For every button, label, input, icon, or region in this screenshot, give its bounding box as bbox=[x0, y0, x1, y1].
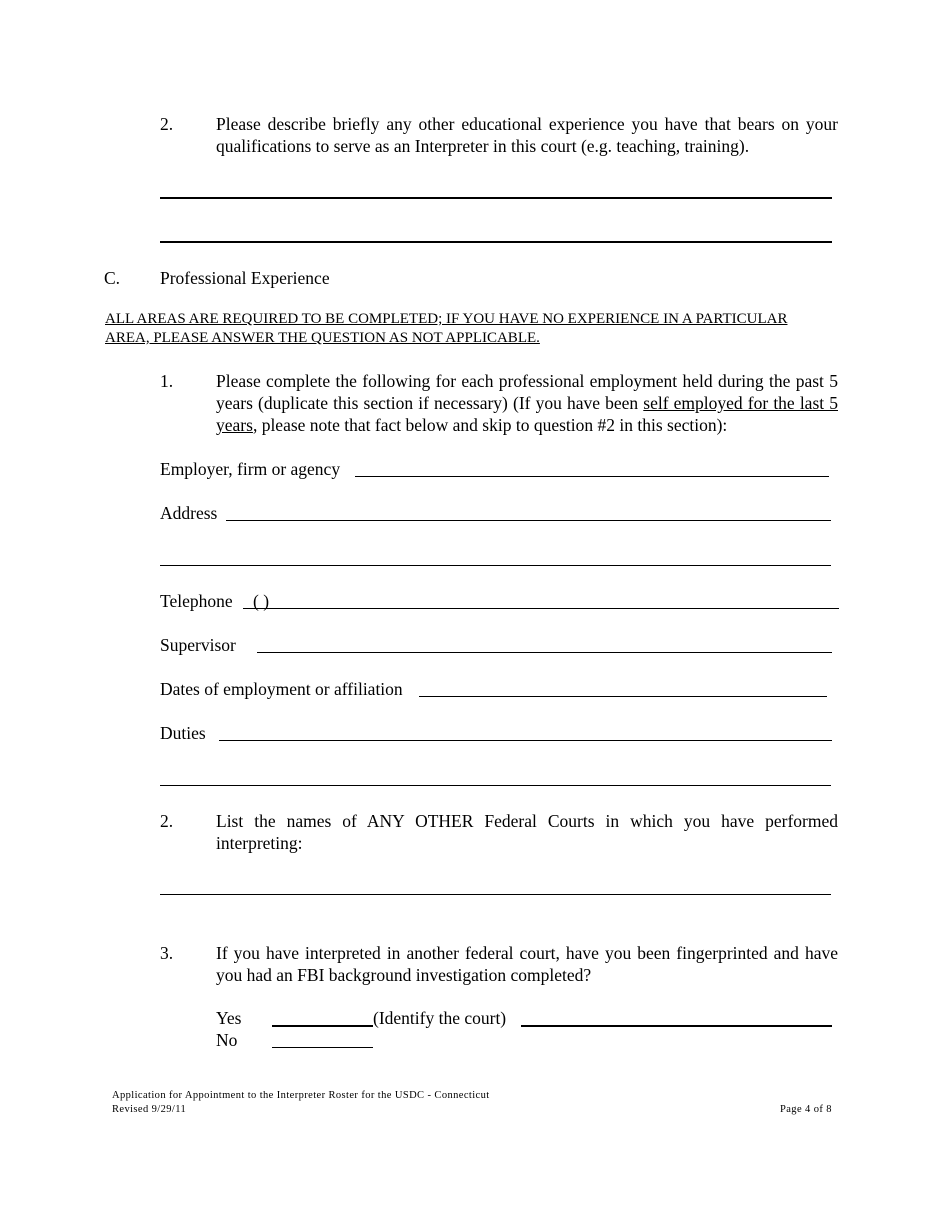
address-field[interactable] bbox=[226, 520, 831, 521]
telephone-area-code[interactable]: ( ) bbox=[253, 591, 270, 611]
employer-label: Employer, firm or agency bbox=[160, 459, 341, 479]
footer-page-number: Page 4 of 8 bbox=[780, 1104, 832, 1115]
required-notice-line-2: AREA, PLEASE ANSWER THE QUESTION AS NOT APPLICABLE. bbox=[105, 330, 540, 346]
telephone-label: Telephone bbox=[160, 591, 233, 611]
address-label: Address bbox=[160, 503, 218, 523]
q3-text: If you have interpreted in another federal court, have you been fingerprinted and have you had an FBI background investigation completed? bbox=[216, 943, 838, 985]
identify-court-field[interactable] bbox=[521, 1025, 832, 1027]
section-title: Professional Experience bbox=[160, 268, 330, 288]
supervisor-field[interactable] bbox=[257, 652, 832, 653]
supervisor-label: Supervisor bbox=[160, 635, 236, 655]
dates-field[interactable] bbox=[419, 696, 827, 697]
footer-revised: Revised 9/29/11 bbox=[112, 1104, 187, 1115]
no-label: No bbox=[216, 1030, 238, 1050]
footer-form-title: Application for Appointment to the Interpreter Roster for the USDC - Connecticut bbox=[112, 1090, 490, 1101]
q-edu2-text: Please describe briefly any other educational experience you have that bears on your qualifications to serve as an Interpreter in this court (e.g. teaching, training). bbox=[216, 114, 838, 156]
address-field-line-2[interactable] bbox=[160, 565, 831, 566]
edu-answer-line-1[interactable] bbox=[160, 197, 832, 199]
telephone-field[interactable] bbox=[243, 608, 839, 609]
duties-field-line-2[interactable] bbox=[160, 785, 831, 786]
employer-field[interactable] bbox=[355, 476, 829, 477]
q1-text-part1: Please complete the following for each professional employment held during the past 5 years (duplicate this section if necessary) (If you have been bbox=[216, 371, 838, 413]
identify-court-label: (Identify the court) bbox=[373, 1008, 507, 1028]
q1-text bbox=[216, 370, 838, 436]
q3-number: 3. bbox=[160, 943, 174, 963]
q-edu2-number: 2. bbox=[160, 114, 174, 134]
dates-label: Dates of employment or affiliation bbox=[160, 679, 403, 699]
section-letter: C. bbox=[104, 268, 121, 288]
q1-text-part2: , please note that fact below and skip to question #2 in this section): bbox=[252, 415, 728, 435]
q2-answer-line[interactable] bbox=[160, 894, 831, 895]
q1-number: 1. bbox=[160, 371, 174, 391]
q2-number: 2. bbox=[160, 811, 174, 831]
yes-label: Yes bbox=[216, 1008, 242, 1028]
required-notice-line-1: ALL AREAS ARE REQUIRED TO BE COMPLETED; IF YOU HAVE NO EXPERIENCE IN A PARTICULAR bbox=[105, 311, 788, 327]
no-field[interactable] bbox=[272, 1047, 373, 1048]
q1-text-underlined: self employed for the last 5 years bbox=[216, 393, 838, 435]
duties-field[interactable] bbox=[219, 740, 832, 741]
duties-label: Duties bbox=[160, 723, 206, 743]
yes-field[interactable] bbox=[272, 1025, 373, 1027]
edu-answer-line-2[interactable] bbox=[160, 241, 832, 243]
q2-text: List the names of ANY OTHER Federal Courts in which you have performed interpreting: bbox=[216, 811, 838, 853]
